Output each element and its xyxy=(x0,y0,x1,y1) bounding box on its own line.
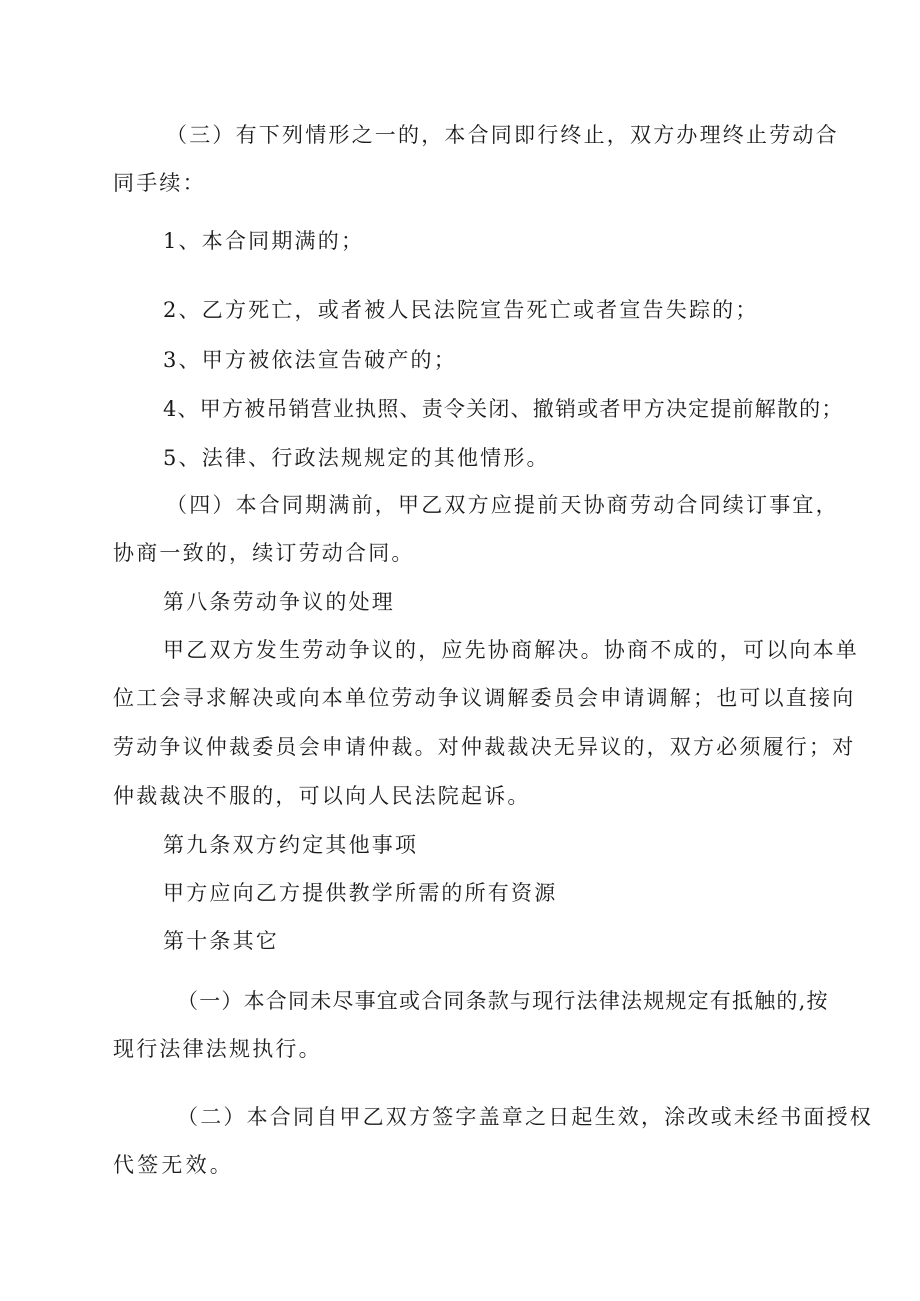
termination-item-2: 2、乙方死亡，或者被人民法院宣告死亡或者宣告失踪的； xyxy=(163,298,759,322)
termination-item-1: 1、本合同期满的； xyxy=(163,229,365,253)
article-9-body: 甲方应向乙方提供教学所需的所有资源 xyxy=(163,881,558,905)
clause-7-4-line-2: 协商一致的，续订劳动合同。 xyxy=(113,541,415,565)
article-8-line-1: 甲乙双方发生劳动争议的，应先协商解决。协商不成的，可以向本单 xyxy=(163,638,859,662)
clause-7-4-line-1: （四）本合同期满前，甲乙双方应提前天协商劳动合同续订事宜， xyxy=(166,493,839,517)
clause-7-3-line-1: （三）有下列情形之一的，本合同即行终止，双方办理终止劳动合 xyxy=(166,123,839,147)
termination-item-4: 4、甲方被吊销营业执照、责令关闭、撤销或者甲方决定提前解散的； xyxy=(163,397,844,421)
article-10-clause-2-line-1: （二）本合同自甲乙双方签字盖章之日起生效，涂改或未经书面授权 xyxy=(177,1105,873,1129)
termination-item-3: 3、甲方被依法宣告破产的； xyxy=(163,348,457,372)
article-10-clause-1-line-2: 现行法律法规执行。 xyxy=(113,1037,322,1061)
article-10-clause-1-line-1: （一）本合同未尽事宜或合同条款与现行法律法规规定有抵触的,按 xyxy=(177,989,829,1013)
article-8-line-4: 仲裁裁决不服的，可以向人民法院起诉。 xyxy=(113,784,531,808)
article-8-line-3: 劳动争议仲裁委员会申请仲裁。对仲裁裁决无异议的，双方必须履行；对 xyxy=(113,735,856,759)
article-10-heading: 第十条其它 xyxy=(163,929,279,953)
clause-7-3-line-2: 同手续： xyxy=(113,171,206,195)
article-9-heading: 第九条双方约定其他事项 xyxy=(163,833,419,857)
article-8-line-2: 位工会寻求解决或向本单位劳动争议调解委员会申请调解；也可以直接向 xyxy=(113,686,856,710)
article-8-heading: 第八条劳动争议的处理 xyxy=(163,590,395,614)
article-10-clause-2-line-2: 代签无效。 xyxy=(113,1153,234,1177)
termination-item-5: 5、法律、行政法规规定的其他情形。 xyxy=(163,446,550,470)
